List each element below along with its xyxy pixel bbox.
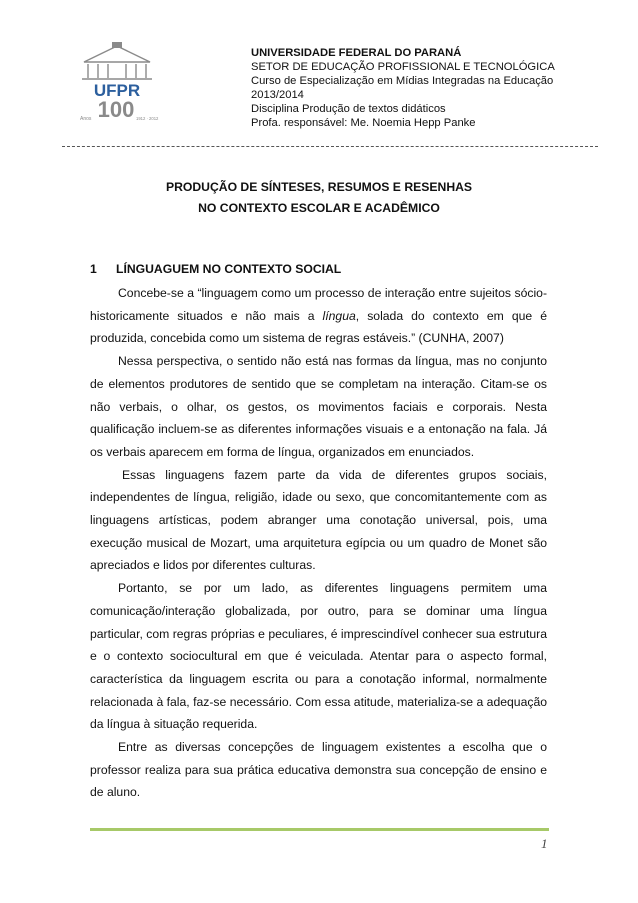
- professor-name: Profa. responsável: Me. Noemia Hepp Panke: [251, 117, 476, 129]
- paragraph-1-italic-term: língua: [322, 308, 356, 323]
- header-divider: [62, 146, 598, 147]
- paragraph-1: [90, 282, 547, 350]
- ufpr-100-logo: [74, 40, 160, 122]
- document-header: [251, 46, 611, 130]
- paragraph-5: Entre as diversas concepções de linguagem existentes a escolha que o professor realiza para sua prática educativa demonstra sua concepção de ensino e de aluno.: [90, 740, 547, 800]
- paragraph-4: Portanto, se por um lado, as diferentes linguagens permitem uma comunicação/interação globalizada, por outro, para se dominar uma língua particular, com regras próprias e peculiares, é imprescindível conhecer sua estrutura e o contexto sociocultural em que é veiculada. Atentar para o aspecto formal, característica da linguagem escrita ou para a conotação informal, normalmente relacionada à fala, faz-se necessário. Com essa atitude, materializa-se a adequação da língua à situação requerida.: [90, 581, 547, 732]
- section-number: 1: [90, 262, 97, 276]
- section-heading: [90, 262, 341, 276]
- paragraph-2: Nessa perspectiva, o sentido não está nas formas da língua, mas no conjunto de elementos produtores de sentido que se completam na interação. Citam-se os não verbais, o olhar, os gestos, os movimentos faciais e corporais. Nesta qualificação incluem-se as diferentes informações visuais e a entonação na fala. Já os verbais aparecem em forma de língua, organizados em enunciados.: [90, 354, 547, 459]
- sector-name: SETOR DE EDUCAÇÃO PROFISSIONAL E TECNOLÓGICA: [251, 61, 555, 73]
- document-title-line2: NO CONTEXTO ESCOLAR E ACADÊMICO: [198, 201, 440, 215]
- section-title: LÍNGUAGUEM NO CONTEXTO SOCIAL: [116, 262, 342, 276]
- paragraph-1-part-b: , solada do contexto em que é produzida, concebida como um sistema de regras estáveis.” (CUNHA, 2007): [90, 308, 547, 346]
- course-name: Curso de Especialização em Mídias Integradas na Educação: [251, 75, 554, 87]
- document-body: [90, 282, 547, 804]
- logo-anos: Anos: [80, 116, 92, 122]
- discipline-name: Disciplina Produção de textos didáticos: [251, 103, 446, 115]
- logo-name: UFPR: [93, 81, 141, 100]
- university-building-icon: [74, 40, 160, 122]
- document-title-line1: PRODUÇÃO DE SÍNTESES, RESUMOS E RESENHAS: [165, 180, 473, 194]
- logo-span: 1912 · 2012: [136, 116, 159, 121]
- page-number: 1: [541, 836, 548, 851]
- university-name: UNIVERSIDADE FEDERAL DO PARANÁ: [251, 47, 462, 59]
- logo-years: 100: [97, 97, 135, 122]
- academic-year: 2013/2014: [251, 89, 304, 101]
- paragraph-3: Essas linguagens fazem parte da vida de diferentes grupos sociais, independentes de língua, religião, idade ou sexo, que concomitantemente com as linguagens artísticas, podem abranger uma conotação universal, pois, uma execução musical de Mozart, uma arquitetura egípcia ou um quadro de Monet são apreciados e lidos por diferentes culturas.: [90, 467, 547, 573]
- footer-divider: [90, 828, 549, 831]
- paragraph-1-part-a: Concebe-se a “linguagem como um processo de interação entre sujeitos sócio-historicamente situados e não mais a: [90, 286, 547, 323]
